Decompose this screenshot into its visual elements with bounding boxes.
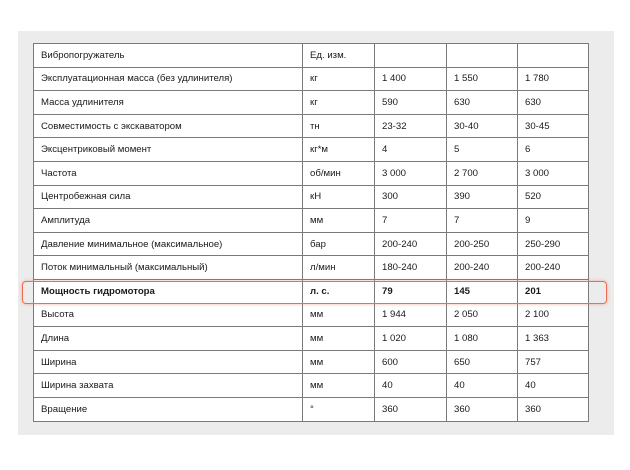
value-cell-model-3: 3 000 — [518, 161, 589, 185]
parameter-cell: Давление минимальное (максимальное) — [34, 232, 303, 256]
table-row — [34, 327, 589, 351]
value-cell-model-1: 3 000 — [375, 161, 447, 185]
unit-cell: кг*м — [303, 138, 375, 162]
value-cell-model-1: 1 020 — [375, 327, 447, 351]
unit-cell: бар — [303, 232, 375, 256]
table-row — [34, 161, 589, 185]
parameter-cell: Ширина — [34, 350, 303, 374]
specifications-table-body — [34, 44, 589, 422]
table-row — [34, 67, 589, 91]
table-header-row — [34, 44, 589, 68]
value-cell-model-3: 1 780 — [518, 67, 589, 91]
unit-cell: мм — [303, 327, 375, 351]
unit-cell: мм — [303, 209, 375, 233]
value-cell-model-3: 6 — [518, 138, 589, 162]
table-row — [34, 256, 589, 280]
value-cell-model-3: 630 — [518, 91, 589, 115]
value-cell-model-2 — [447, 44, 518, 68]
value-cell-model-2: 200-250 — [447, 232, 518, 256]
value-cell-model-2: 390 — [447, 185, 518, 209]
parameter-cell: Высота — [34, 303, 303, 327]
unit-cell: л. с. — [303, 279, 375, 303]
parameter-cell: Центробежная сила — [34, 185, 303, 209]
value-cell-model-3: 40 — [518, 374, 589, 398]
parameter-cell: Амплитуда — [34, 209, 303, 233]
value-cell-model-1: 600 — [375, 350, 447, 374]
value-cell-model-1: 1 400 — [375, 67, 447, 91]
table-row — [34, 138, 589, 162]
parameter-cell: Поток минимальный (максимальный) — [34, 256, 303, 280]
value-cell-model-3: 520 — [518, 185, 589, 209]
value-cell-model-1: 200-240 — [375, 232, 447, 256]
unit-cell: кН — [303, 185, 375, 209]
parameter-cell: Вращение — [34, 397, 303, 421]
value-cell-model-2: 2 700 — [447, 161, 518, 185]
table-row — [34, 397, 589, 421]
table-row — [34, 303, 589, 327]
parameter-cell: Мощность гидромотора — [34, 279, 303, 303]
value-cell-model-3 — [518, 44, 589, 68]
value-cell-model-3: 1 363 — [518, 327, 589, 351]
value-cell-model-1: 300 — [375, 185, 447, 209]
value-cell-model-3: 9 — [518, 209, 589, 233]
table-row — [34, 350, 589, 374]
value-cell-model-3: 200-240 — [518, 256, 589, 280]
value-cell-model-2: 1 080 — [447, 327, 518, 351]
value-cell-model-1 — [375, 44, 447, 68]
table-row — [34, 374, 589, 398]
value-cell-model-3: 30-45 — [518, 114, 589, 138]
value-cell-model-2: 7 — [447, 209, 518, 233]
parameter-cell: Масса удлинителя — [34, 91, 303, 115]
value-cell-model-1: 79 — [375, 279, 447, 303]
parameter-cell: Эксцентриковый момент — [34, 138, 303, 162]
parameter-cell: Ширина захвата — [34, 374, 303, 398]
value-cell-model-1: 40 — [375, 374, 447, 398]
value-cell-model-1: 1 944 — [375, 303, 447, 327]
unit-cell: кг — [303, 91, 375, 115]
unit-cell: мм — [303, 303, 375, 327]
value-cell-model-3: 201 — [518, 279, 589, 303]
table-row — [34, 279, 589, 303]
unit-cell: кг — [303, 67, 375, 91]
table-row — [34, 114, 589, 138]
parameter-cell: Длина — [34, 327, 303, 351]
unit-cell: мм — [303, 350, 375, 374]
value-cell-model-1: 23-32 — [375, 114, 447, 138]
value-cell-model-2: 30-40 — [447, 114, 518, 138]
value-cell-model-2: 630 — [447, 91, 518, 115]
value-cell-model-2: 40 — [447, 374, 518, 398]
unit-cell: Ед. изм. — [303, 44, 375, 68]
unit-cell: ° — [303, 397, 375, 421]
parameter-cell: Вибропогружатель — [34, 44, 303, 68]
parameter-cell: Совместимость с экскаватором — [34, 114, 303, 138]
value-cell-model-1: 4 — [375, 138, 447, 162]
value-cell-model-3: 2 100 — [518, 303, 589, 327]
value-cell-model-2: 2 050 — [447, 303, 518, 327]
value-cell-model-2: 360 — [447, 397, 518, 421]
value-cell-model-3: 250-290 — [518, 232, 589, 256]
value-cell-model-2: 200-240 — [447, 256, 518, 280]
value-cell-model-2: 145 — [447, 279, 518, 303]
value-cell-model-2: 650 — [447, 350, 518, 374]
unit-cell: об/мин — [303, 161, 375, 185]
unit-cell: тн — [303, 114, 375, 138]
unit-cell: мм — [303, 374, 375, 398]
table-row — [34, 232, 589, 256]
parameter-cell: Эксплуатационная масса (без удлинителя) — [34, 67, 303, 91]
specifications-table — [33, 43, 589, 422]
table-row — [34, 185, 589, 209]
table-row — [34, 209, 589, 233]
value-cell-model-2: 1 550 — [447, 67, 518, 91]
value-cell-model-3: 757 — [518, 350, 589, 374]
value-cell-model-3: 360 — [518, 397, 589, 421]
parameter-cell: Частота — [34, 161, 303, 185]
value-cell-model-1: 590 — [375, 91, 447, 115]
unit-cell: л/мин — [303, 256, 375, 280]
table-row — [34, 91, 589, 115]
value-cell-model-1: 7 — [375, 209, 447, 233]
value-cell-model-2: 5 — [447, 138, 518, 162]
value-cell-model-1: 180-240 — [375, 256, 447, 280]
value-cell-model-1: 360 — [375, 397, 447, 421]
